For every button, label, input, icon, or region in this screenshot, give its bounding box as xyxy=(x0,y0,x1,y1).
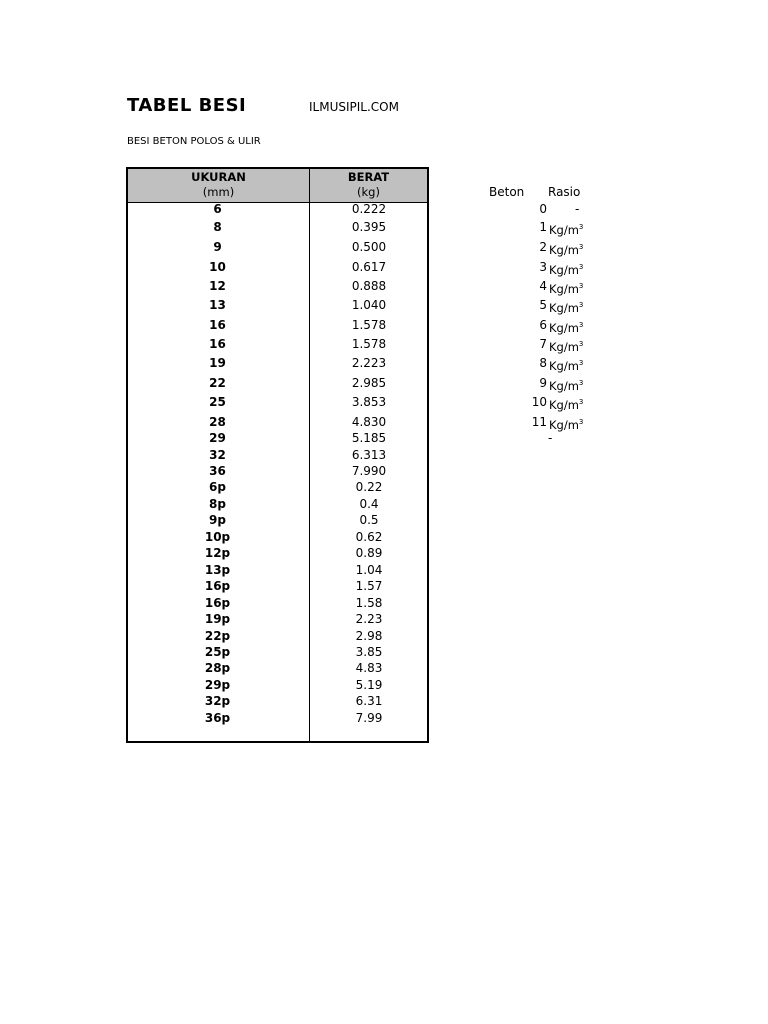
ratio-unit-exponent: 3 xyxy=(578,340,584,348)
weight-column-header xyxy=(310,169,427,200)
ratio-unit-text: Kg/m xyxy=(549,282,579,296)
beton-header: Beton xyxy=(489,185,525,199)
ratio-unit-text: Kg/m xyxy=(549,263,579,277)
table-row-size: 16p xyxy=(204,596,231,610)
table-row-weight: 3.853 xyxy=(351,395,387,409)
ratio-unit-exponent: 3 xyxy=(578,243,584,251)
table-row-size: 19 xyxy=(209,356,226,370)
rasio-header: Rasio xyxy=(548,185,581,199)
table-row-weight: 6.31 xyxy=(355,694,383,708)
ratio-beton-value: 10 xyxy=(531,395,547,409)
table-row-weight: 7.99 xyxy=(355,711,383,725)
ratio-unit xyxy=(549,356,583,373)
table-row-size: 13 xyxy=(209,298,226,312)
table-row-size: 9p xyxy=(209,513,226,527)
ratio-beton-value: 8 xyxy=(539,356,547,370)
page-subtitle: BESI BETON POLOS & ULIR xyxy=(127,136,261,147)
table-row-weight: 3.85 xyxy=(355,645,383,659)
ratio-unit xyxy=(549,240,583,257)
table-row-size: 25 xyxy=(209,395,226,409)
table-row-size: 28p xyxy=(204,661,231,675)
size-header-unit: (mm) xyxy=(202,185,235,199)
ratio-unit-exponent: 3 xyxy=(578,263,584,271)
ratio-unit-exponent: 3 xyxy=(578,223,584,231)
weight-header-title: BERAT xyxy=(347,170,390,184)
ratio-unit-text: Kg/m xyxy=(549,223,579,237)
table-row-weight: 0.888 xyxy=(351,279,387,293)
table-row-weight: 2.98 xyxy=(355,629,383,643)
table-row-weight: 0.222 xyxy=(351,202,387,216)
table-row-size: 13p xyxy=(204,563,231,577)
ratio-beton-value: 2 xyxy=(539,240,547,254)
ratio-unit-text: Kg/m xyxy=(549,398,579,412)
table-row-size: 16 xyxy=(209,337,226,351)
table-row-size: 16 xyxy=(209,318,226,332)
table-row-weight: 1.040 xyxy=(351,298,387,312)
table-row-size: 19p xyxy=(204,612,231,626)
table-row-weight: 2.985 xyxy=(351,376,387,390)
ratio-unit xyxy=(549,318,583,335)
table-row-size: 29p xyxy=(204,678,231,692)
ratio-unit xyxy=(549,298,583,315)
table-row-size: 8p xyxy=(209,497,226,511)
table-row-size: 10 xyxy=(209,260,226,274)
table-header xyxy=(128,169,427,203)
table-row-weight: 0.395 xyxy=(351,220,387,234)
ratio-unit-exponent: 3 xyxy=(578,282,584,290)
ratio-unit xyxy=(549,337,583,354)
table-row-weight: 7.990 xyxy=(351,464,387,478)
table-row-size: 36p xyxy=(204,711,231,725)
table-row-weight: 1.578 xyxy=(351,337,387,351)
table-row-size: 10p xyxy=(204,530,231,544)
ratio-unit-exponent: 3 xyxy=(578,418,584,426)
ratio-unit xyxy=(549,260,583,277)
table-row-weight: 0.89 xyxy=(355,546,383,560)
table-row-weight: 1.578 xyxy=(351,318,387,332)
size-column-header xyxy=(128,169,309,200)
ratio-unit-exponent: 3 xyxy=(578,301,584,309)
ratio-unit xyxy=(549,395,583,412)
table-row-size: 12 xyxy=(209,279,226,293)
table-row-weight: 5.19 xyxy=(355,678,383,692)
ratio-beton-value: 9 xyxy=(539,376,547,390)
ratio-unit-text: Kg/m xyxy=(549,418,579,432)
ratio-unit-exponent: 3 xyxy=(578,321,584,329)
ratio-beton-value: 5 xyxy=(539,298,547,312)
size-header-title: UKURAN xyxy=(191,170,246,184)
ratio-unit-text: Kg/m xyxy=(549,340,579,354)
table-row-weight: 0.22 xyxy=(355,480,383,494)
ratio-unit xyxy=(549,220,583,237)
ratio-beton-value: 6 xyxy=(539,318,547,332)
table-row-size: 6 xyxy=(213,202,222,216)
table-row-size: 16p xyxy=(204,579,231,593)
ratio-beton-value: 7 xyxy=(539,337,547,351)
ratio-end-dash: - xyxy=(548,431,553,445)
table-row-weight: 0.4 xyxy=(359,497,379,511)
ratio-beton-value: 11 xyxy=(531,415,547,429)
table-row-weight: 5.185 xyxy=(351,431,387,445)
table-row-weight: 0.5 xyxy=(359,513,379,527)
ratio-unit-exponent: 3 xyxy=(578,359,584,367)
ratio-unit xyxy=(549,376,583,393)
ratio-beton-value: 3 xyxy=(539,260,547,274)
table-row-size: 25p xyxy=(204,645,231,659)
ratio-unit-text: Kg/m xyxy=(549,243,579,257)
ratio-beton-value: 4 xyxy=(539,279,547,293)
table-row-size: 32 xyxy=(209,448,226,462)
table-row-size: 22 xyxy=(209,376,226,390)
ratio-unit-text: Kg/m xyxy=(549,359,579,373)
table-row-weight: 0.500 xyxy=(351,240,387,254)
table-row-size: 9 xyxy=(213,240,222,254)
ratio-beton-value: 1 xyxy=(539,220,547,234)
table-row-size: 8 xyxy=(213,220,222,234)
ratio-unit-exponent: 3 xyxy=(578,379,584,387)
table-row-size: 12p xyxy=(204,546,231,560)
ratio-unit-exponent: 3 xyxy=(578,398,584,406)
rasio-first-value: - xyxy=(575,202,580,216)
table-row-size: 29 xyxy=(209,431,226,445)
table-row-size: 6p xyxy=(209,480,226,494)
table-row-weight: 1.58 xyxy=(355,596,383,610)
table-row-size: 28 xyxy=(209,415,226,429)
beton-first-value: 0 xyxy=(539,202,547,216)
table-row-size: 32p xyxy=(204,694,231,708)
ratio-unit xyxy=(549,415,583,432)
table-row-weight: 2.23 xyxy=(355,612,383,626)
table-row-weight: 1.57 xyxy=(355,579,383,593)
table-row-weight: 6.313 xyxy=(351,448,387,462)
page-title: TABEL BESI xyxy=(127,95,247,116)
table-row-weight: 4.830 xyxy=(351,415,387,429)
weight-header-unit: (kg) xyxy=(357,185,380,199)
ratio-unit xyxy=(549,279,583,296)
table-row-weight: 0.62 xyxy=(355,530,383,544)
table-row-size: 36 xyxy=(209,464,226,478)
ratio-unit-text: Kg/m xyxy=(549,301,579,315)
table-row-weight: 0.617 xyxy=(351,260,387,274)
ratio-unit-text: Kg/m xyxy=(549,321,579,335)
site-name: ILMUSIPIL.COM xyxy=(309,100,399,114)
table-row-weight: 1.04 xyxy=(355,563,383,577)
table-row-weight: 4.83 xyxy=(355,661,383,675)
table-row-size: 22p xyxy=(204,629,231,643)
table-row-weight: 2.223 xyxy=(351,356,387,370)
ratio-unit-text: Kg/m xyxy=(549,379,579,393)
